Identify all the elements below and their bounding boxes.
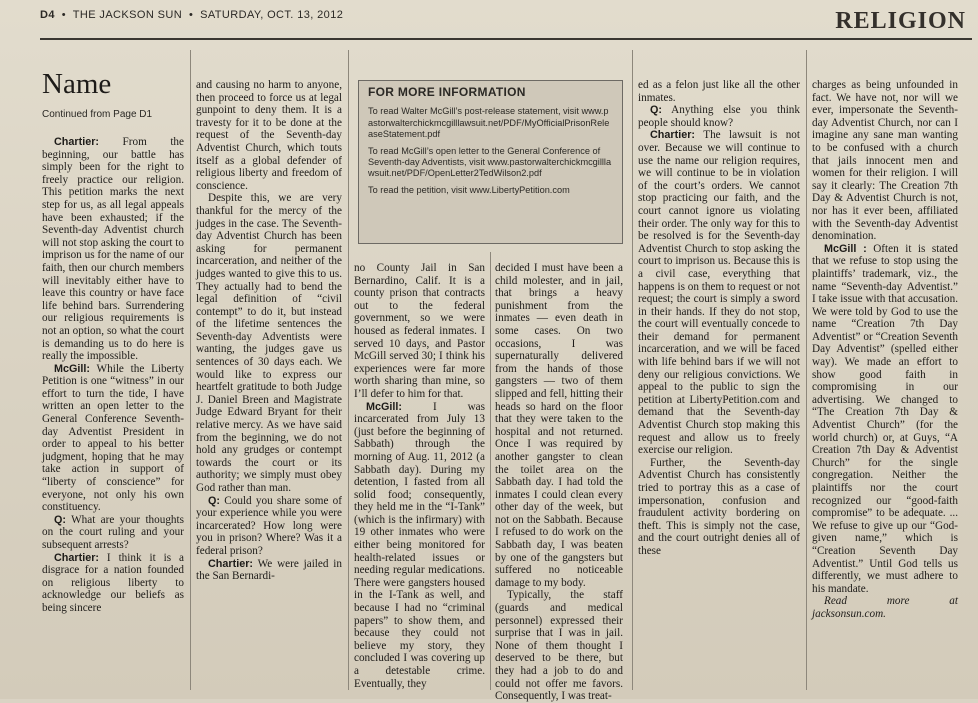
article-paragraph xyxy=(42,136,184,363)
article-column-6 xyxy=(812,79,958,621)
info-item-2-link[interactable]: www.pastorwalterchickmcgilllawsuit.net/PDF/OpenLetter2TedWilson2.pdf xyxy=(368,157,612,179)
article-paragraph xyxy=(354,262,485,401)
paragraph-text: I was incarcerated from July 13 (just before the beginning of Sabbath) through the morning of Aug. 11, 2012 (a Sabbath day). During my detention, I fasted from all solid food; consequently, they held me in the “I-Tank” (which is the infirmary) with 19 other inmates who were either being monitored for health-related issues or needing regular medications. There were gangsters housed in the I-Tank as well, and because I had no “criminal papers” to show them, and because they could not believe my story, they concluded I was covering up a detestable crime. Eventually, they xyxy=(354,400,485,690)
paper-name: THE JACKSON SUN xyxy=(72,9,183,21)
article-paragraph xyxy=(638,129,800,456)
column-divider xyxy=(490,252,491,690)
info-item-2 xyxy=(368,146,613,180)
article-paragraph xyxy=(196,79,342,192)
article-paragraph xyxy=(196,558,342,583)
article-column-3 xyxy=(354,262,485,690)
speaker-label: Chartier: xyxy=(54,136,99,148)
paragraph-text: The lawsuit is not over. Because we will continue to use the name our religion requires, we will continue to be in violation of the court’s orders. We cannot stop practicing our faith, and the court cannot ignore us violating their order. The only way for this to be resolved is for the Seventh-day Adventist Church to stop asking the court to imprison us. Because this is a civil case, everything that happens is on them to request or not request; the court is simply a sword in their hands. If they do not stop, the court will eventually concede to their demand for permanent incarceration, and we will be faced with life behind bars if we will not deny our religious convictions. We appeal to the public to sign the petition at LibertyPetition.com and demand that the Seventh-day Adventist Church stop making this request and allow us to freely exercise our religion. xyxy=(638,129,800,457)
article-column-4 xyxy=(495,262,623,703)
paragraph-text: no County Jail in San Bernardino, Calif. It is a county prison that contracts out to the federal government, so we were housed as federal inmates. I served 10 days, and Pastor McGill served 30; I think his experiences were far more worth sharing than mine, so I’ll defer to him for that. xyxy=(354,262,485,400)
speaker-label: Q: xyxy=(208,494,220,507)
speaker-label: Chartier: xyxy=(54,551,99,564)
article-paragraph xyxy=(812,595,958,620)
article-paragraph xyxy=(42,552,184,615)
article-headline: Name xyxy=(42,68,112,100)
info-item-1 xyxy=(368,106,613,140)
paragraph-text: We were jailed in the San Bernardi- xyxy=(196,557,342,583)
paragraph-text: charges as being unfounded in fact. We have not, nor will we ever, impersonate the Seventh-day Adventist Church, nor can I imagine any sane man wanting to be confused with a church that jails innocent men and women for their religion. I will say it clearly: The Creation 7th Day & Adventist Church is not, nor has it ever been, affiliated with the Seventh-day Adventist denomination. xyxy=(812,79,958,243)
info-item-3 xyxy=(368,185,613,196)
speaker-label: McGill: xyxy=(54,362,90,375)
article-paragraph xyxy=(196,192,342,494)
speaker-label: McGill : xyxy=(824,242,867,255)
paragraph-text: Despite this, we are very thankful for the mercy of the judges in the case. The Seventh-day Adventist Church has been asking for permanent incarceration, and neither of the judges wanted to give this to us. They actually had to bend the legal definition of “civil contempt” to do it, but instead of the lifetime sentences the Seventh-day Adventists were wanting, the judges gave us sentences of 30 days each. We would like to express our heartfelt gratitude to both Judge J. Daniel Breen and Magistrate Judge Edward Bryant for their relative mercy. As we have said from the beginning, we do not hold any grudges or contempt towards the court or its authority; we simply must obey God rather than man. xyxy=(196,192,342,494)
info-box-title: FOR MORE INFORMATION xyxy=(368,85,526,99)
info-item-3-text: To read the petition, visit xyxy=(368,184,468,195)
article-paragraph xyxy=(354,401,485,691)
more-information-box xyxy=(358,80,623,244)
paragraph-text: Often it is stated that we refuse to stop using the plaintiffs’ trademark, viz., the name “Seventh-day Adventist.” I take issue with that accusation. We were told by God to use the name “Creation 7th Day Adventist” or “Creation Seventh Day Adventist” (spelled either way). We made an effort to show good faith in compromising in our advertising. We changed to “The Creation 7th Day & Adventist Church” (for the world church) or, at Guys, “A Creation 7th Day & Adventist Church” for the single congregation. Neither the plaintiffs nor the court recognized our “good-faith compromise” to be adequate. ... We refuse to give up our “God-given name,” which is “Creation Seventh Day Adventist.” Until God tells us differently, we must adhere to his mandate. xyxy=(812,242,959,595)
paragraph-text: Could you share some of your experience while you were incarcerated? How long were you in prison? Where? Was it a federal prison? xyxy=(196,494,342,557)
paragraph-text: From the beginning, our battle has simply been for the right to freely practice our religion. This petition marks the next step for us, as all legal appeals have been exhausted; if the Seventh-day Adventist church will not stop asking the court to imprison us for the name of our faith, then our church members will inevitably either have to leave this country or have face life behind bars. Surrendering our religious requirements is not an option, so what the court is demanding us to do here is really the impossible. xyxy=(42,136,184,363)
paragraph-text: decided I must have been a child molester, and in jail, that brings a heavy punishment from the inmates — even death in some cases. On two occasions, I was supernaturally delivered from the hands of those gangsters — two of them slipped and fell, hitting their heads so hard on the floor that they were taken to the hospital and not returned. Once I was required by another gangster to clean the toilet area on the Sabbath day. I had told the inmates I could clean every other day of the week, but not on the Sabbath. Because I refused to do work on the Sabbath day, I was beaten by one of the gangsters but suffered no noticeable damage to my body. xyxy=(495,262,623,589)
speaker-label: McGill: xyxy=(366,400,402,413)
paragraph-text: I think it is a disgrace for a nation founded on religious liberty to acknowledge our beliefs as being sincere xyxy=(42,551,184,614)
info-item-1-text: To read Walter McGill’s post-release statement, visit xyxy=(368,106,579,117)
paragraph-text: What are your thoughts on the court ruling and your subsequent arrests? xyxy=(42,513,184,551)
speaker-label: Q: xyxy=(650,104,662,117)
info-item-1-link[interactable]: www.pastorwalterchickmcgilllawsuit.net/PDF/MyOfficialPrisonReleaseStatement.pdf xyxy=(368,106,610,140)
column-divider xyxy=(632,50,633,690)
article-column-1 xyxy=(42,136,184,615)
column-divider xyxy=(806,50,807,690)
folio-line: D4 • THE JACKSON SUN • SATURDAY, OCT. 13, 2012 xyxy=(40,9,344,21)
paragraph-text: While the Liberty Petition is one “witness” in our effort to turn the tide, I have written an open letter to the General Conference Seventh-day Adventist President in order to appeal to his better judgment, hoping that he may take action in support of “liberty of conscience” for everyone, not only his own constituency. xyxy=(42,362,184,514)
continued-line: Continued from Page D1 xyxy=(42,109,153,120)
page-number: D4 xyxy=(40,9,55,21)
speaker-label: Q: xyxy=(54,513,66,526)
article-paragraph xyxy=(812,243,958,596)
info-item-2-text: To read McGill’s open letter to the General Conference of Seventh-day Adventists, visit xyxy=(368,145,601,168)
column-divider xyxy=(348,50,349,690)
article-paragraph xyxy=(638,457,800,558)
article-paragraph xyxy=(638,104,800,129)
info-item-3-link[interactable]: www.LibertyPetition.com xyxy=(469,184,570,195)
paragraph-text: Further, the Seventh-day Adventist Church has consistently tried to portray this as a case of impersonation, confusion and fraudulent activity bordering on theft. This is simply not the case, and the court outright denies all of these xyxy=(638,456,800,557)
article-paragraph xyxy=(638,79,800,104)
article-paragraph xyxy=(812,79,958,243)
article-paragraph xyxy=(196,495,342,558)
article-paragraph xyxy=(42,363,184,514)
speaker-label: Chartier: xyxy=(208,557,253,570)
masthead-rule xyxy=(40,38,972,40)
article-paragraph xyxy=(495,262,623,589)
paragraph-text: Typically, the staff (guards and medical personnel) expressed their surprise that I was in jail. None of them thought I deserved to be there, but they had a job to do and could not offer me favors. Consequently, I was treat- xyxy=(495,589,623,703)
paragraph-text: ed as a felon just like all the other inmates. xyxy=(638,79,800,104)
paragraph-text: and causing no harm to anyone, then proceed to force us at legal gunpoint to deny them. It is a travesty for it to be done at the request of the Seventh-day Adventist Church, which touts itself as a global defender of religious liberty and freedom of conscience. xyxy=(196,79,342,192)
article-paragraph xyxy=(495,589,623,702)
issue-date: SATURDAY, OCT. 13, 2012 xyxy=(200,9,344,21)
section-title: RELIGION xyxy=(835,8,966,34)
paragraph-text: Anything else you think people should know? xyxy=(638,104,800,129)
speaker-label: Chartier: xyxy=(650,129,695,142)
masthead xyxy=(40,6,970,38)
article-column-5 xyxy=(638,79,800,558)
article-paragraph xyxy=(42,514,184,552)
read-more-link[interactable]: Read more at jacksonsun.com. xyxy=(812,595,958,620)
column-divider xyxy=(190,50,191,690)
article-column-2 xyxy=(196,79,342,583)
